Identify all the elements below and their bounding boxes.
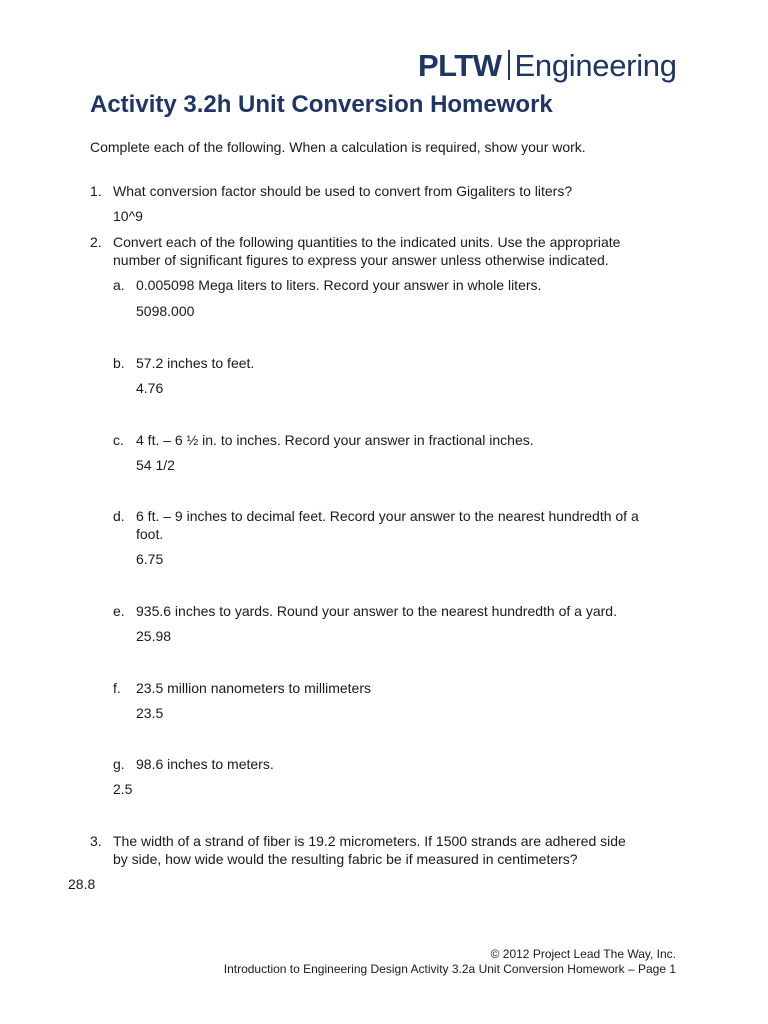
q2a-answer: 5098.000 [136, 303, 195, 319]
q2f-text: 23.5 million nanometers to millimeters [136, 680, 371, 696]
q2g-letter: g. [113, 756, 125, 772]
q2e-letter: e. [113, 603, 125, 619]
q2g-answer: 2.5 [113, 781, 133, 797]
q3-text-line1: The width of a strand of fiber is 19.2 micrometers. If 1500 strands are adhered side [113, 833, 626, 849]
q2g-text: 98.6 inches to meters. [136, 756, 274, 772]
instructions: Complete each of the following. When a calculation is required, show your work. [90, 139, 586, 155]
q2f-answer: 23.5 [136, 705, 164, 721]
logo-brand: PLTW [418, 48, 502, 83]
q2a-letter: a. [113, 277, 125, 293]
q2d-answer: 6.75 [136, 551, 164, 567]
pltw-engineering-logo [418, 46, 677, 86]
q2-number: 2. [90, 234, 102, 250]
footer-copyright: © 2012 Project Lead The Way, Inc. [490, 947, 676, 961]
q2b-text: 57.2 inches to feet. [136, 355, 255, 371]
q1-number: 1. [90, 183, 102, 199]
logo-sub: Engineering [514, 48, 677, 83]
q2e-text: 935.6 inches to yards. Round your answer to the nearest hundredth of a yard. [136, 603, 617, 619]
q2e-answer: 25.98 [136, 628, 172, 644]
q3-answer: 28.8 [68, 876, 96, 892]
q2-text-line1: Convert each of the following quantities to the indicated units. Use the appropriate [113, 234, 621, 250]
q2f-letter: f. [113, 680, 121, 696]
q2b-letter: b. [113, 355, 125, 371]
q2d-text: 6 ft. – 9 inches to decimal feet. Record your answer to the nearest hundredth of a [136, 508, 639, 524]
q3-number: 3. [90, 833, 102, 849]
q2c-text: 4 ft. – 6 ½ in. to inches. Record your answer in fractional inches. [136, 432, 534, 448]
q3-text-line2: by side, how wide would the resulting fabric be if measured in centimeters? [113, 851, 578, 867]
q2d-text-line2: foot. [136, 526, 164, 542]
footer-course: Introduction to Engineering Design Activity 3.2a Unit Conversion Homework – Page 1 [223, 962, 676, 976]
q2a-text: 0.005098 Mega liters to liters. Record your answer in whole liters. [136, 277, 542, 293]
q2b-answer: 4.76 [136, 380, 164, 396]
q1-text: What conversion factor should be used to convert from Gigaliters to liters? [113, 183, 573, 199]
q2d-letter: d. [113, 508, 125, 524]
q2c-answer: 54 1/2 [136, 457, 175, 473]
page-title: Activity 3.2h Unit Conversion Homework [90, 91, 553, 118]
logo-divider [508, 50, 510, 80]
q1-answer: 10^9 [113, 208, 143, 224]
q2-text-line2: number of significant figures to express your answer unless otherwise indicated. [113, 252, 609, 268]
q2c-letter: c. [113, 432, 124, 448]
